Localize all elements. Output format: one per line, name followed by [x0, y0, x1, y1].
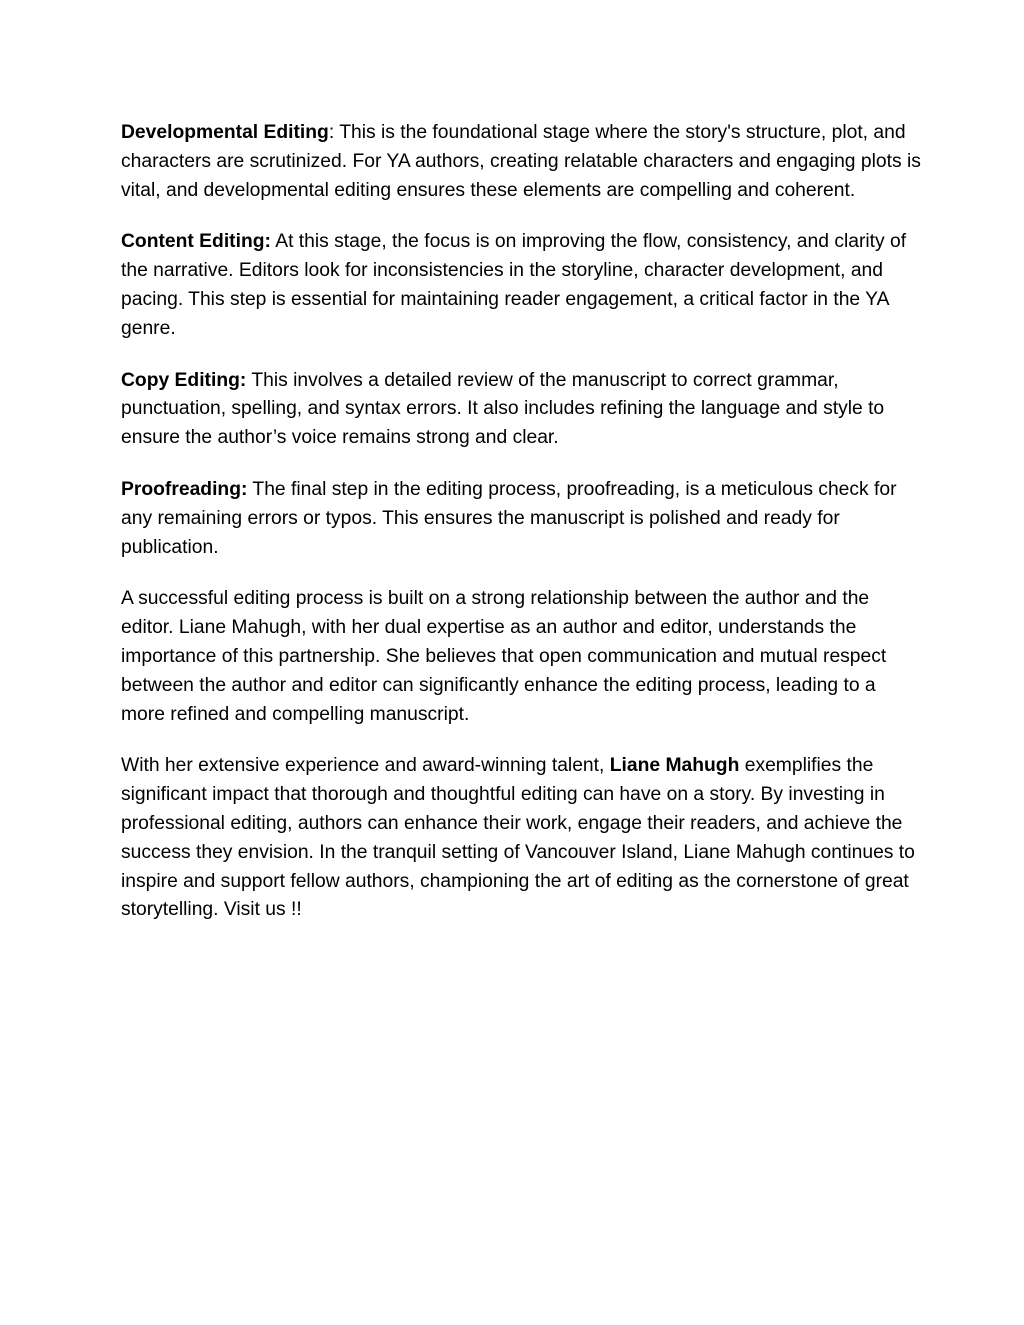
developmental-editing-heading: Developmental Editing — [121, 122, 329, 143]
closing-text-before: With her extensive experience and award-winning talent, — [121, 755, 610, 777]
document-body — [121, 119, 921, 948]
copy-editing-paragraph — [121, 367, 921, 453]
proofreading-paragraph — [121, 476, 921, 562]
copy-editing-heading: Copy Editing: — [121, 369, 247, 391]
copy-editing-text: This involves a detailed review of the manuscript to correct grammar, punctuation, spelling, and syntax errors. It also includes refining the language and style to ensure the author’s voice remains strong and clear. — [121, 369, 885, 449]
closing-text-after: exemplifies the significant impact that thorough and thoughtful editing can have on a story. By investing in professional editing, authors can enhance their work, engage their readers, and achieve the success they envision. In the tranquil setting of Vancouver Island, Liane Mahugh continues to inspire and support fellow authors, championing the art of editing as the cornerstone of great storytelling. Visit us !! — [121, 755, 915, 921]
proofreading-heading: Proofreading: — [121, 478, 248, 500]
developmental-editing-text: : This is the foundational stage where the story's structure, plot, and characters are scrutinized. For YA authors, creating relatable characters and engaging plots is vital, and developmental editing ensures these elements are compelling and coherent. — [121, 122, 921, 201]
proofreading-text: The final step in the editing process, proofreading, is a meticulous check for any remaining errors or typos. This ensures the manuscript is polished and ready for publication. — [121, 478, 897, 558]
content-editing-text: At this stage, the focus is on improving the flow, consistency, and clarity of the narrative. Editors look for inconsistencies in the storyline, character development, and pacing. This step is essential for maintaining reader engagement, a critical factor in the YA genre. — [121, 231, 907, 339]
content-editing-heading: Content Editing: — [121, 231, 271, 253]
content-editing-paragraph — [121, 228, 921, 343]
closing-author-name: Liane Mahugh — [609, 755, 740, 777]
developmental-editing-paragraph — [121, 119, 921, 205]
relationship-paragraph: A successful editing process is built on a strong relationship between the author and the editor. Liane Mahugh, with her dual expertise as an author and editor, understands the importance of this partnership. She believes that open communication and mutual respect between the author and editor can significantly enhance the editing process, leading to a more refined and compelling manuscript. — [121, 588, 887, 725]
closing-paragraph — [121, 752, 921, 925]
